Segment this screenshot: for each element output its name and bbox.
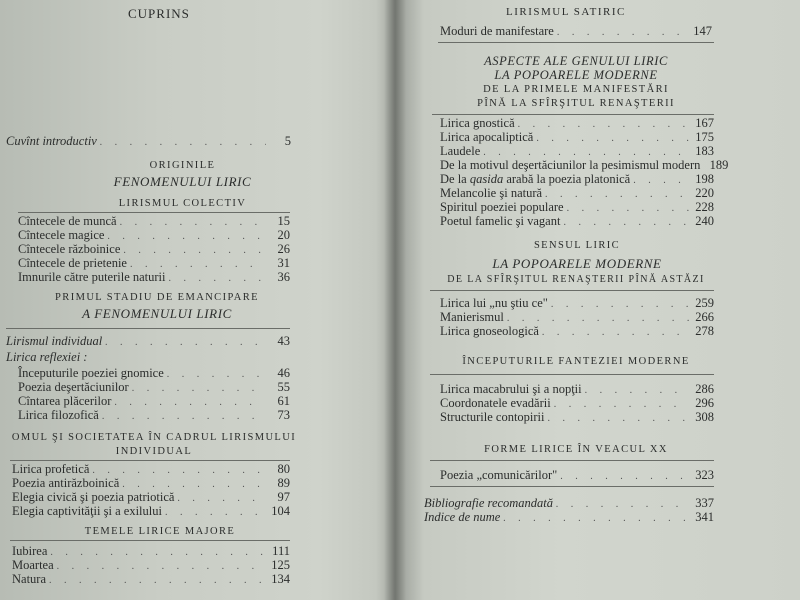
toc-entry-index[interactable]: Indice de nume . . . 341: [424, 510, 714, 525]
section-title: TEMELE LIRICE MAJORE: [84, 526, 236, 537]
toc-entry-bibliography[interactable]: Bibliografie recomandată . . . 337: [424, 496, 714, 511]
toc-entry[interactable]: Structurile contopirii . . . 308: [440, 410, 714, 425]
divider: [430, 460, 714, 461]
toc-entry[interactable]: Cîntarea plăcerilor . . . 61: [18, 394, 290, 409]
section-title: INDIVIDUAL: [115, 446, 193, 457]
toc-entry[interactable]: De la motivul deşertăciunilor la pesimismul modern 189: [440, 158, 729, 172]
divider: [10, 540, 290, 541]
toc-entry[interactable]: Elegia civică şi poezia patriotică . . . 97: [12, 490, 290, 505]
toc-entry[interactable]: Lirica lui „nu ştiu ce" . . . 259: [440, 296, 714, 311]
toc-entry[interactable]: Elegia captivităţii şi a exilului . . . 104: [12, 504, 290, 519]
toc-entry[interactable]: Poezia deşertăciunilor . . . 55: [18, 380, 290, 395]
toc-entry[interactable]: Lirica gnostică . . . 167: [440, 116, 714, 131]
toc-entry[interactable]: Lirica filozofică . . . 73: [18, 408, 290, 423]
section-subtitle: ASPECTE ALE GENULUI LIRIC: [484, 54, 668, 68]
section-title: DE LA SFÎRŞITUL RENAŞTERII PÎNĂ ASTĂZI: [447, 274, 705, 285]
toc-entry-intro[interactable]: Cuvînt introductiv . . . 5: [6, 134, 291, 149]
section-subtitle: FENOMENULUI LIRIC: [113, 174, 252, 189]
group-title: LIRISMUL COLECTIV: [118, 198, 247, 209]
toc-entry[interactable]: Poezia „comunicărilor" . . . 323: [440, 468, 714, 483]
toc-entry[interactable]: Lirica apocaliptică . . . 175: [440, 130, 714, 145]
divider: [430, 290, 714, 291]
toc-entry[interactable]: Cîntecele de prietenie . . . 31: [18, 256, 290, 271]
toc-entry[interactable]: Începuturile poeziei gnomice . . . 46: [18, 366, 290, 381]
toc-entry[interactable]: Imnurile către puterile naturii . . . 36: [18, 270, 290, 285]
page-header-running: LIRISMUL SATIRIC: [506, 6, 626, 18]
section-subtitle: A FENOMENULUI LIRIC: [82, 306, 232, 321]
divider: [430, 374, 714, 375]
toc-entry[interactable]: Moartea . . . 125: [12, 558, 290, 573]
section-title: PRIMUL STADIU DE EMANCIPARE: [55, 292, 259, 303]
toc-subheading: Lirica reflexiei :: [6, 350, 88, 364]
section-subtitle: LA POPOARELE MODERNE: [492, 256, 662, 271]
toc-entry[interactable]: Natura . . . 134: [12, 572, 290, 587]
section-title: ORIGINILE: [149, 160, 216, 171]
toc-entry[interactable]: Cîntecele magice . . . 20: [18, 228, 290, 243]
section-title: PÎNĂ LA SFÎRŞITUL RENAŞTERII: [477, 98, 675, 109]
toc-entry[interactable]: Lirismul individual . . . 43: [6, 334, 290, 349]
toc-entry[interactable]: Spiritul poeziei populare . . . 228: [440, 200, 714, 215]
toc-entry[interactable]: Poetul famelic şi vagant . . . 240: [440, 214, 714, 229]
section-title: ÎNCEPUTURILE FANTEZIEI MODERNE: [462, 356, 690, 367]
toc-entry[interactable]: Manierismul . . . 266: [440, 310, 714, 325]
section-title: FORME LIRICE ÎN VEACUL XX: [484, 444, 668, 455]
toc-entry[interactable]: Cîntecele războinice . . . 26: [18, 242, 290, 257]
divider: [432, 114, 714, 115]
section-subtitle: LA POPOARELE MODERNE: [494, 68, 658, 82]
toc-entry[interactable]: Iubirea . . . 111: [12, 544, 290, 559]
section-title: OMUL ŞI SOCIETATEA ÎN CADRUL LIRISMULUI: [11, 432, 297, 443]
toc-entry[interactable]: Moduri de manifestare . . . 147: [440, 24, 712, 39]
toc-entry[interactable]: Laudele . . . 183: [440, 144, 714, 159]
section-title: SENSUL LIRIC: [533, 240, 621, 251]
divider: [438, 42, 714, 43]
toc-entry[interactable]: Cîntecele de muncă . . . 15: [18, 214, 290, 229]
section-title: DE LA PRIMELE MANIFESTĂRI: [483, 84, 669, 95]
left-page: [0, 0, 388, 600]
toc-entry[interactable]: Lirica macabrului şi a nopţii . . . 286: [440, 382, 714, 397]
toc-entry[interactable]: Lirica profetică . . . 80: [12, 462, 290, 477]
page-header-cuprins: CUPRINS: [128, 6, 190, 21]
toc-entry[interactable]: Poezia antirăzboinică . . . 89: [12, 476, 290, 491]
divider: [6, 328, 290, 329]
toc-entry[interactable]: Lirica gnoseologică . . . 278: [440, 324, 714, 339]
divider: [10, 460, 290, 461]
toc-entry[interactable]: Melancolie şi natură . . . 220: [440, 186, 714, 201]
divider: [18, 212, 290, 213]
toc-entry[interactable]: Coordonatele evadării . . . 296: [440, 396, 714, 411]
toc-entry[interactable]: De la qasida arabă la poezia platonică . . . 198: [440, 172, 714, 187]
divider: [430, 486, 714, 487]
